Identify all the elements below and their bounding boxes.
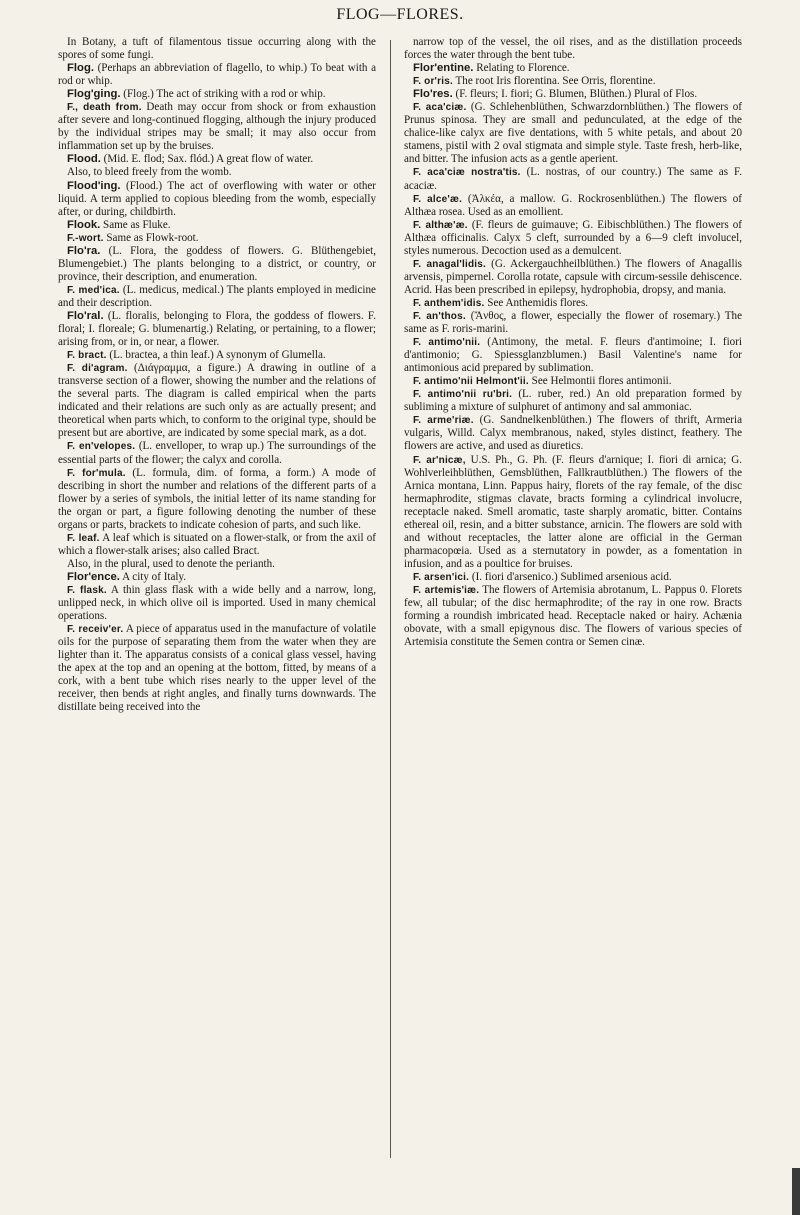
entry-definition: (L. ruber, red.) An old preparation formed by subliming a mixture of sulphuret of antimony and sal ammoniac.	[404, 388, 742, 414]
entry-definition: A thin glass flask with a wide belly and a narrow, long, unlipped neck, in which olive oil is imported. Used in many chemical operations.	[58, 583, 376, 623]
dictionary-entry	[404, 62, 742, 75]
dictionary-entry	[58, 571, 376, 584]
entry-headword: Flog.	[67, 62, 94, 75]
entry-definition: (Flood.) The act of overflowing with water or other liquid. A term applied to copious bleeding from the womb, especially after, or during, childbirth.	[58, 179, 376, 218]
entry-headword: F. aca'ciæ nostra'tis.	[413, 167, 521, 179]
dictionary-entry	[404, 166, 742, 192]
dictionary-entry	[404, 88, 742, 101]
entry-definition: (Antimony, the metal. F. fleurs d'antimoine; I. fiori d'antimonio; G. Spiessglanzblumen.) Basil Valentine's name for antimonious acid prepared by sublimation.	[404, 336, 742, 375]
dictionary-entry	[58, 166, 376, 179]
entry-definition: (F. fleurs de guimauve; G. Eibischblüthen.) The flowers of Althæa officinalis. Calyx 5 cleft, surrounded by a 6—9 cleft involucel, styles numerous. Decoction used as a demulcent.	[404, 218, 742, 257]
entry-definition: Also, to bleed freely from the womb.	[67, 166, 232, 179]
dictionary-entry	[58, 101, 376, 153]
entry-headword: F. en'velopes.	[67, 441, 136, 453]
entry-headword: F. althæ'æ.	[413, 219, 468, 231]
entry-definition: A city of Italy.	[122, 570, 187, 583]
dictionary-entry	[58, 245, 376, 284]
entry-definition: Same as Flowk-root.	[106, 231, 199, 244]
dictionary-entry	[404, 36, 742, 62]
entry-definition: (L. bractea, a thin leaf.) A synonym of Glumella.	[109, 349, 326, 362]
dictionary-entry	[58, 88, 376, 101]
entry-headword: F.-wort.	[67, 232, 104, 244]
entry-definition: Relating to Florence.	[476, 62, 570, 75]
dictionary-entry	[404, 388, 742, 414]
entry-headword: Flo'ral.	[67, 309, 104, 322]
dictionary-entry	[58, 349, 376, 362]
entry-definition: The root Iris florentina. See Orris, florentine.	[455, 75, 656, 88]
dictionary-entry	[58, 362, 376, 440]
dictionary-entry	[404, 101, 742, 166]
dictionary-entry	[58, 532, 376, 558]
entry-headword: F. med'ica.	[67, 284, 120, 296]
entry-headword: Flor'entine.	[413, 62, 474, 75]
entry-headword: Flo'ra.	[67, 244, 101, 257]
entry-headword: F. an'thos.	[413, 310, 466, 322]
entry-definition: (Ἀλκέα, a mallow. G. Rockrosenblüthen.) The flowers of Althæa rosea. Used as an emollient.	[404, 192, 742, 218]
entry-headword: F. receiv'er.	[67, 624, 124, 636]
entry-definition: A piece of apparatus used in the manufacture of volatile oils for the purpose of separating them from the water when they are lighter than it. The apparatus consists of a conical glass vessel, having the apex at the top and an opening at the bottom, fitted, by means of a cork, with a bent tube which rises nearly to the upper level of the receiver, then bends at right angles, and finally turns downwards. The distillate being received into the	[58, 623, 376, 714]
entry-headword: F. flask.	[67, 584, 107, 596]
entry-headword: F. antimo'nii Helmont'ii.	[413, 376, 529, 388]
entry-headword: F. anthem'idis.	[413, 297, 485, 309]
entry-definition: (G. Ackergauchheilblüthen.) The flowers of Anagallis arvensis, pimpernel. Corolla rotate, capsule with circum-sessile dehiscence. Acrid. Has been prescribed in epilepsy, hydrophobia, dropsy, and mania.	[404, 257, 742, 296]
entry-definition: (L. formula, dim. of forma, a form.) A mode of describing in short the number and relations of the different parts of a flower by a series of symbols, the initial letter of its name standing for the organ or part, a figure following denoting the number of these organs or parts, brackets to indicate cohesion of parts, and such like.	[58, 466, 376, 531]
dictionary-entry	[404, 584, 742, 649]
entry-headword: F. antimo'nii ru'bri.	[413, 389, 513, 401]
entry-definition: (L. envelloper, to wrap up.) The surroundings of the essential parts of the flower; the calyx and corolla.	[58, 440, 376, 466]
entry-headword: F., death from.	[67, 102, 142, 114]
entry-definition: narrow top of the vessel, the oil rises, and as the distillation proceeds forces the water through the bent tube.	[404, 36, 742, 62]
entry-headword: F. or'ris.	[413, 76, 453, 88]
entry-definition: (I. fiori d'arsenico.) Sublimed arsenious acid.	[471, 570, 672, 583]
entry-definition: See Anthemidis flores.	[487, 296, 589, 309]
dictionary-entry	[58, 284, 376, 310]
entry-headword: F. aca'ciæ.	[413, 102, 467, 114]
dictionary-entry	[58, 440, 376, 466]
column-divider	[390, 40, 391, 1158]
entry-definition: (Διάγραμμα, a figure.) A drawing in outline of a transverse section of a flower, showing the number and the relations of the several parts. The diagram is called empirical when the parts indicated and their relations are such only as are actually present; and theoretical when parts which, to conform to the original type, should be present but are abortive, are indicated by some special mark, as a dot.	[58, 362, 377, 440]
entry-headword: F. ar'nicæ,	[413, 454, 466, 466]
entry-headword: F. di'agram.	[67, 363, 128, 375]
dictionary-entry	[404, 571, 742, 584]
entry-headword: Flog'ging.	[67, 88, 121, 101]
entry-definition: (G. Sandnelkenblüthen.) The flowers of thrift, Armeria vulgaris, Willd. Calyx membranous, naked, styles distinct, feathery. The flowers are active, and used as diuretics.	[404, 414, 742, 453]
dictionary-entry	[404, 375, 742, 388]
entry-headword: F. antimo'nii.	[413, 337, 481, 349]
dictionary-entry	[404, 310, 742, 336]
dictionary-entry	[58, 623, 376, 714]
entry-headword: F. anagal'lidis.	[413, 258, 486, 270]
entry-definition: (Ἄνθος, a flower, especially the flower of rosemary.) The same as F. roris-marini.	[404, 309, 742, 336]
entry-definition: (Perhaps an abbreviation of flagello, to whip.) To beat with a rod or whip.	[58, 62, 376, 88]
entry-definition: The flowers of Artemisia abrotanum, L. Pappus 0. Florets few, all tubular; of the disc hermaphrodite; of the ray in one row. Bracts forming a roundish imbricated head. Receptacle naked or hairy. Achænia obovate, with a small epigynous disc. The flowers of various species of Artemisia constitute the Semen contra or Semen cinæ.	[404, 583, 743, 649]
dictionary-entry	[58, 180, 376, 219]
entry-headword: Flood'ing.	[67, 179, 121, 192]
dictionary-entry	[58, 584, 376, 623]
dictionary-entry	[58, 62, 376, 88]
entry-definition: U.S. Ph., G. Ph. (F. fleurs d'arnique; I. fiori di arnica; G. Wohlverleihblüthen, Gemsblüthen, Fallkrautblüthen.) The flowers of the Arnica montana, Linn. Pappus hairy, florets of the ray female, of the disc hermaphrodite, stigmas clavate, bracts forming a cylindrical involucre, receptacle naked. Smell aromatic, taste sharply aromatic, bitter. Contains ethereal oil, resin, and a bitter substance, arnicin. The flowers are sold with and without receptacles, the latter alone are official in the German pharmacopœia. Used as a sternutatory in powder, as a fomentation in infusion, and as a poultice for bruises.	[404, 453, 742, 570]
dictionary-entry	[404, 75, 742, 88]
entry-definition: (L. Flora, the goddess of flowers. G. Blüthengebiet, Blumengebiet.) The plants belonging to a district, or country, or province, their description, and enumeration.	[58, 244, 376, 283]
entry-definition: (G. Schlehenblüthen, Schwarzdornblüthen.) The flowers of Prunus spinosa. They are small and pedunculated, at the edge of the chalice-like calyx are five dentations, with 5 white petals, and about 20 stamens, pistil with 2 oval stigmata and simple style. Taste fresh, herb-like, and bitter. The infusion acts as a gentle aperient.	[404, 101, 742, 166]
entry-definition: See Helmontii flores antimonii.	[531, 375, 672, 388]
entry-definition: (L. floralis, belonging to Flora, the goddess of flowers. F. floral; I. floreale; G. blumenartig.) Relating, or pertaining, to a flower; arising from, or in, or near, a flower.	[58, 309, 376, 349]
entry-definition: (F. fleurs; I. fiori; G. Blumen, Blüthen.) Plural of Flos.	[455, 88, 698, 101]
entry-headword: F. bract.	[67, 350, 107, 362]
dictionary-entry	[404, 297, 742, 310]
page-edge-stripe	[792, 1168, 800, 1215]
entry-definition: A leaf which is situated on a flower-stalk, or from the axil of which a flower-stalk arises; also called Bract.	[58, 531, 376, 557]
entry-headword: F. arsen'ici.	[413, 571, 470, 583]
dictionary-entry	[58, 558, 376, 571]
dictionary-entry	[58, 467, 376, 532]
dictionary-entry	[404, 454, 742, 571]
entry-headword: F. alce'æ.	[413, 193, 463, 205]
entry-headword: F. arme'riæ.	[413, 415, 474, 427]
dictionary-entry	[404, 258, 742, 297]
entry-definition: (Flog.) The act of striking with a rod or whip.	[123, 88, 326, 101]
dictionary-entry	[58, 232, 376, 245]
right-column	[404, 36, 742, 649]
dictionary-entry	[404, 193, 742, 219]
entry-definition: (L. medicus, medical.) The plants employed in medicine and their description.	[58, 283, 376, 309]
entry-headword: Flook.	[67, 218, 101, 231]
entry-headword: F. for'mula.	[67, 467, 126, 479]
page-header: FLOG—FLORES.	[336, 6, 464, 23]
dictionary-entry	[404, 414, 742, 453]
entry-definition: (L. nostras, of our country.) The same as F. acaciæ.	[404, 166, 743, 192]
entry-definition: (Mid. E. flod; Sax. flód.) A great flow of water.	[103, 153, 314, 166]
entry-definition: Also, in the plural, used to denote the perianth.	[67, 557, 275, 570]
entry-definition: In Botany, a tuft of filamentous tissue occurring along with the spores of some fungi.	[58, 36, 376, 62]
entry-definition: Death may occur from shock or from exhaustion after severe and long-continued flogging, although the injury produced by the individual stripes may be small; it may also occur from inflammation set up by the bruises.	[58, 101, 376, 153]
dictionary-entry	[58, 153, 376, 166]
entry-headword: F. leaf.	[67, 532, 100, 544]
left-column	[58, 36, 376, 714]
entry-headword: Flo'res.	[413, 88, 453, 101]
dictionary-entry	[58, 219, 376, 232]
entry-headword: Flood.	[67, 153, 101, 166]
entry-definition: Same as Fluke.	[103, 218, 171, 231]
dictionary-entry	[404, 219, 742, 258]
entry-headword: Flor'ence.	[67, 570, 120, 583]
dictionary-entry	[404, 336, 742, 375]
entry-headword: F. artemis'iæ.	[413, 584, 480, 596]
dictionary-entry	[58, 36, 376, 62]
dictionary-entry	[58, 310, 376, 349]
